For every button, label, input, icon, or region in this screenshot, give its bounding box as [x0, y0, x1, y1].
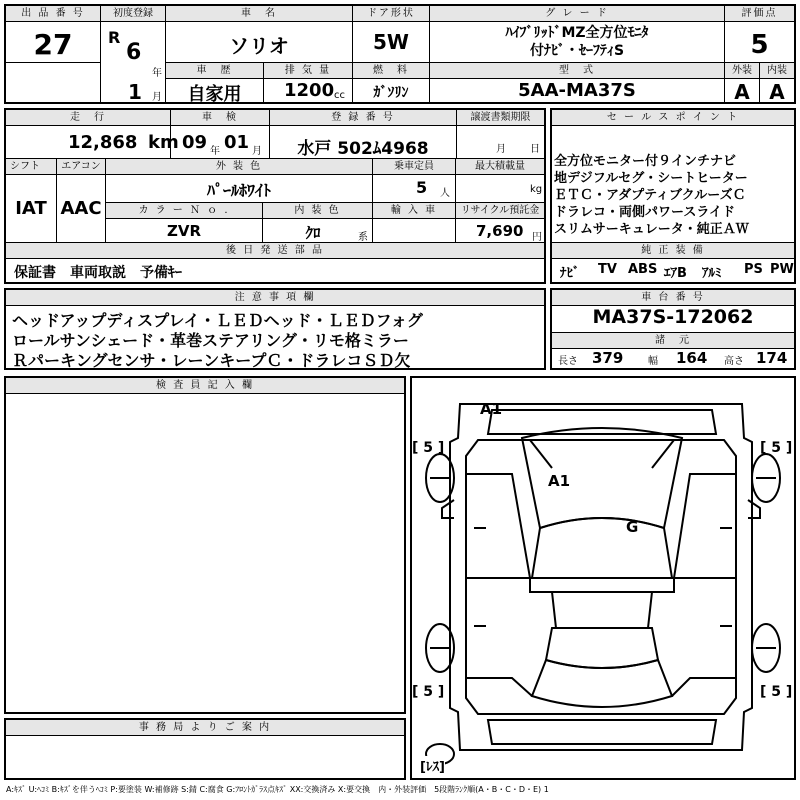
car-name-label: 車 名 [166, 6, 352, 22]
inspection-month-unit: 月 [252, 146, 262, 157]
displacement-label: 排 気 量 [264, 63, 352, 79]
score-label: 評価点 [725, 6, 794, 22]
model: 5AA-MA37S [518, 80, 636, 101]
length-label: 長さ [558, 356, 578, 367]
chassis-block [550, 288, 796, 370]
damage-legend: A:ｷｽﾞ U:ﾍｺﾐ B:ｷｽﾞを伴うﾍｺﾐ P:要塗装 W:補修跡 S:錆 C:腐食 G:ﾌﾛﾝﾄｶﾞﾗｽ点ｷｽﾞ XX:交換済み X:要交換 内・外装評価 5段階ﾗﾝｸ順(A・B・C・D・E) 1 [6, 785, 549, 794]
notes-label: 注 意 事 項 欄 [6, 290, 544, 306]
recycle-label: リサイクル預託金 [456, 203, 544, 219]
equipment-item: TV [598, 262, 617, 277]
chassis-number: MA37S-172062 [592, 306, 754, 328]
car-outline [412, 378, 794, 778]
tire-rear-left-score: [ 5 ] [412, 684, 445, 700]
int-color: ｸﾛ [305, 224, 321, 242]
tire-rear-right-score: [ 5 ] [760, 684, 793, 700]
reg-no-label: 登 録 番 号 [270, 110, 456, 126]
sales-point-line: 全方位モニター付９インチナビ [554, 154, 737, 169]
first-reg-month: 1 [128, 80, 142, 104]
specs-label: 諸 元 [552, 333, 794, 349]
width: 164 [676, 349, 708, 367]
displacement-unit: cc [334, 90, 345, 101]
damage-mark-a1-hood: A1 [548, 472, 571, 490]
equipment-item: PW [770, 262, 794, 277]
history-label: 車 歴 [166, 63, 263, 79]
capacity-label: 乗車定員 [373, 159, 455, 175]
inspector-label: 検 査 員 記 入 欄 [6, 378, 404, 394]
car-name: ソリオ [229, 34, 289, 58]
grade-label: グ レ ー ド [430, 6, 724, 22]
grade-line2: 付ﾅﾋﾞ・ｾｰﾌﾃｨS [529, 43, 625, 59]
equipment-item: PS [744, 262, 763, 277]
reg-no: 水戸 502ﾑ4968 [297, 139, 429, 159]
equipment-label: 純 正 装 備 [552, 243, 794, 259]
mileage-unit: km [148, 132, 179, 153]
exterior-label: 外装 [725, 63, 759, 79]
mileage-label: 走 行 [6, 110, 170, 126]
recycle-unit: 円 [532, 232, 542, 243]
year-unit: 年 [152, 68, 162, 79]
equipment-item: ABS [628, 262, 658, 277]
sales-point-line: 地デジフルセグ・シートヒーター [554, 171, 748, 186]
fuel-label: 燃 料 [353, 63, 429, 79]
equipment-item: ｴｱB [664, 266, 687, 281]
shipping-label: 後 日 発 送 部 品 [6, 243, 544, 259]
lot-no-label: 出 品 番 号 [6, 6, 100, 22]
transfer-day: 日 [530, 144, 540, 155]
color: ﾊﾟｰﾙﾎﾜｲﾄ [206, 181, 271, 200]
sales-points-label: セ ー ル ス ポ イ ン ト [552, 110, 794, 126]
exterior-grade: A [734, 80, 750, 104]
inspector-block [4, 376, 406, 714]
capacity: 5 [416, 178, 428, 197]
note-line: Ｒパーキングセンサ・レーンキープＣ・ドラレコＳＤ欠 [12, 351, 411, 370]
color-label: 外 装 色 [106, 159, 372, 175]
inspection-label: 車 検 [171, 110, 269, 126]
office-label: 事 務 局 よ り ご 案 内 [6, 720, 404, 736]
color-no-label: カ ラ ー Ｎ ｏ . [106, 203, 262, 219]
fuel: ｶﾞｿﾘﾝ [373, 85, 409, 101]
import-label: 輸 入 車 [373, 203, 455, 219]
door-label: ドア形状 [353, 6, 429, 22]
damage-diagram [410, 376, 796, 780]
note-line: ヘッドアップディスプレイ・ＬＥＤヘッド・ＬＥＤフォグ [12, 311, 423, 330]
first-reg-label: 初度登録 [101, 6, 165, 22]
door: 5W [373, 30, 409, 54]
shipping-items: 保証書 車両取説 予備ｷｰ [14, 265, 182, 281]
int-color-label: 内 装 色 [263, 203, 372, 219]
interior-grade: A [769, 80, 785, 104]
height: 174 [756, 349, 788, 367]
interior-label: 内装 [760, 63, 794, 79]
vehicle-info-block [4, 108, 546, 284]
displacement: 1200 [284, 80, 335, 101]
inspection-year: 09 [182, 132, 208, 153]
history: 自家用 [187, 84, 242, 105]
tire-front-right-score: [ 5 ] [760, 440, 793, 456]
score: 5 [750, 30, 769, 60]
height-label: 高さ [724, 356, 744, 367]
notes-block [4, 288, 546, 370]
office-block [4, 718, 406, 780]
lot-no: 27 [33, 28, 73, 61]
inspection-year-unit: 年 [210, 146, 220, 157]
month-unit: 月 [152, 92, 162, 103]
transfer-label: 譲渡書類期限 [457, 110, 544, 126]
sales-point-line: ドラレコ・両側パワースライド [554, 205, 735, 220]
mileage: 12,868 [68, 132, 138, 153]
era: R [108, 28, 121, 47]
length: 379 [592, 349, 624, 367]
width-label: 幅 [648, 356, 658, 367]
inspection-month: 01 [224, 132, 250, 153]
ac: AAC [60, 198, 102, 219]
shift: IAT [15, 198, 47, 219]
shift-label: シフト [6, 159, 56, 175]
sales-points-block [550, 108, 796, 284]
int-color-unit: 系 [358, 232, 368, 243]
header-block [4, 4, 796, 104]
equipment-item: ｱﾙﾐ [702, 266, 722, 281]
tire-front-left-score: [ 5 ] [412, 440, 445, 456]
note-line: ロールサンシェード・革巻ステアリング・リモ格ミラー [12, 331, 409, 350]
equipment-item: ﾅﾋﾞ [560, 266, 580, 281]
transfer-month: 月 [496, 144, 506, 155]
load-label: 最大積載量 [456, 159, 544, 175]
capacity-unit: 人 [440, 188, 450, 199]
chassis-label: 車 台 番 号 [552, 290, 794, 306]
damage-mark-a1-bumper: A1 [480, 400, 503, 418]
sales-point-line: スリムサーキュレータ・純正ＡＷ [554, 222, 749, 237]
grade-line1: ﾊｲﾌﾞﾘｯﾄﾞMZ全方位ﾓﾆﾀ [505, 25, 649, 41]
sales-point-line: ＥＴＣ・アダプティブクルーズＣ [554, 188, 746, 203]
spare-tire-note: [ﾚｽ] [420, 756, 445, 775]
recycle: 7,690 [476, 222, 524, 240]
color-no: ZVR [166, 222, 202, 240]
model-label: 型 式 [430, 63, 724, 79]
first-reg-year: 6 [126, 40, 142, 65]
ac-label: エアコン [57, 159, 105, 175]
load-unit: kg [530, 184, 543, 195]
damage-mark-g-windshield: G [626, 518, 639, 536]
